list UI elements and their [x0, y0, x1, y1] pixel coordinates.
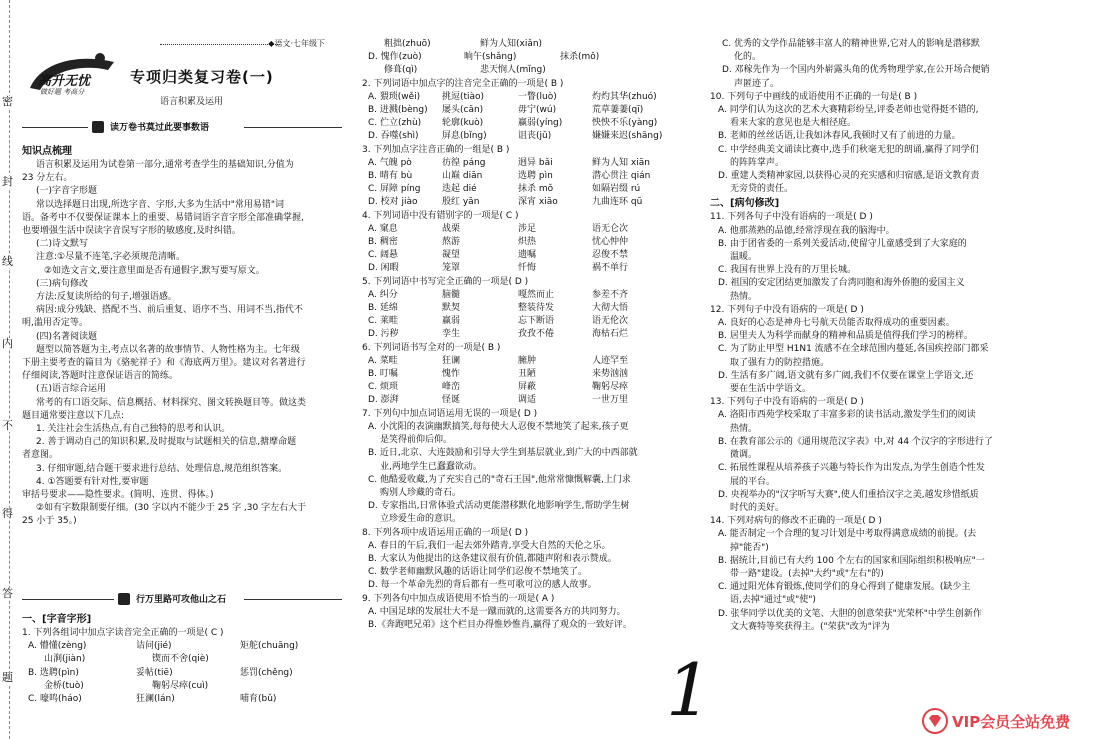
q2-row [362, 117, 698, 130]
q9-line: B.《奔跑吧兄弟》这个栏目办得惟妙惟肖,赢得了观众的一致好评。 [368, 619, 632, 630]
knowledge-line: 23 分左右。 [22, 173, 73, 184]
q1-cont-row [362, 38, 698, 51]
option: 孜孜不倦 [518, 329, 555, 340]
option: 忏悔 [518, 263, 537, 274]
q8-line: D. 每一个革命先烈的背后都有一些可歌可泣的感人故事。 [368, 580, 597, 591]
option: 妥帖(tiē) [136, 667, 173, 678]
banner-text: 行万里路可攻他山之石 [136, 595, 227, 605]
option: 山涧(jiàn) [44, 654, 86, 665]
vip-text: VIP会员全站免费 [952, 712, 1071, 731]
q14-line: C. 通过阳光体育锻炼,使同学们的身心得到了健康发展。(缺少主 [718, 582, 971, 593]
option: 荒草萋萋(qī) [592, 105, 644, 116]
option: 笼罩 [442, 263, 461, 274]
q12-stem: 12. 下列句子中没有语病的一项是( D ) [710, 304, 864, 315]
gutter-char: 答 [2, 587, 13, 600]
option: 脑髓 [442, 289, 461, 300]
option: 整装待发 [518, 303, 555, 314]
q10-line: A. 同学们认为这次的艺术大赛精彩纷呈,评委老师也觉得挺不错的, [718, 105, 979, 116]
option: 粗拙(zhuō) [384, 39, 431, 49]
banner-travel [22, 592, 342, 606]
q1-row [22, 680, 344, 693]
page-title: 专项归类复习卷(一) [130, 68, 274, 86]
option: D. 澎湃 [368, 395, 399, 406]
option: 屏蔽 [518, 382, 537, 393]
q13-line: C. 拓展性课程从培养孩子兴趣与特长作为出发点,为学生创造个性发 [718, 463, 985, 474]
option: 怪诞 [442, 395, 461, 406]
right-column [706, 0, 1090, 739]
q1-cont-row [362, 64, 698, 77]
middle-block [362, 38, 698, 632]
q5-row [362, 315, 698, 328]
page-subtitle: 语言积累及运用 [160, 97, 224, 107]
q14-line: 掉"能否") [730, 542, 769, 553]
option: 忧心忡仲 [592, 237, 629, 248]
option: 彷徨 páng [442, 157, 486, 168]
option: 矩舵(chuāng) [240, 641, 299, 652]
q12-line: B. 居里夫人为科学而献身的精神和品质是值得我们学习的榜样。 [718, 331, 973, 342]
q13-line: D. 央视举办的"汉字听写大赛",使人们重拾汉字之美,越发珍惜纸质 [718, 489, 979, 500]
q1-row [22, 653, 344, 666]
knowledge-line: 明,滥用否定等。 [22, 318, 88, 329]
knowledge-line: 4. ①答题要有针对性,要审题 [36, 476, 149, 487]
q2-row [362, 130, 698, 143]
section2-heading: 二、[病句修改] [710, 198, 780, 210]
banner-rule [22, 599, 114, 600]
option: B. 晴有 bù [368, 171, 413, 182]
q11-stem: 11. 下列各句子中没有语病的一项是( D ) [710, 212, 873, 223]
q3-stem: 3. 下列加点字注音正确的一组是( B ) [362, 144, 510, 155]
q10-line: C. 中学经典美文诵读比赛中,选手们秋毫无犯的朗诵,赢得了同学们 [718, 144, 979, 155]
q12-line: 取了强有力的防控措施。 [730, 357, 830, 368]
q13-line: 微调。 [730, 450, 758, 461]
option: 屡头(cān) [442, 105, 484, 116]
option: B. 延绵 [368, 303, 398, 314]
q11-line: D. 祖国的安定团结更加激发了台湾同胞和海外侨胞的爱国主义 [718, 278, 965, 289]
option: 灼灼其华(zhuó) [592, 91, 657, 102]
gutter-char: 不 [2, 419, 13, 432]
q1-cont-row [362, 51, 698, 64]
option: 迥异 bǎi [518, 157, 553, 168]
option: 熬游 [442, 237, 461, 248]
q9-cont-line: 声匿迹了。 [734, 78, 780, 89]
q7-line: 业,两地学生已蠢蠢欲动。 [380, 461, 482, 472]
option: A. 猥琐(wěi) [368, 91, 421, 102]
q10-stem: 10. 下列句子中画线的成语使用不正确的一句是( B ) [710, 91, 918, 102]
option: 屏息(bǐng) [442, 131, 487, 142]
gutter-char: 密 [2, 95, 13, 108]
q13-stem: 13. 下列句子中没有语病的一项是( D ) [710, 397, 864, 408]
q10-line: 无旁贷的责任。 [730, 184, 794, 195]
option: 狂谰 [442, 355, 461, 366]
q11-line: 热情。 [730, 291, 758, 302]
option: A. 菜畦 [368, 355, 398, 366]
q11-line: 温暖。 [730, 252, 758, 263]
option: 山巅 diān [442, 171, 483, 182]
option: 哺育(bǔ) [240, 694, 277, 705]
banner-reading [22, 120, 342, 134]
q8-line: A. 春日的午后,我们一起去郊外踏青,享受大自然的天伦之乐。 [368, 540, 611, 551]
knowledge-line: 下册主要考查的篇目为《骆驼祥子》和《海底两万里》。建议对名著进行 [22, 358, 306, 369]
option: 挑逗(tiào) [442, 91, 485, 102]
option: A. 窠息 [368, 223, 398, 234]
option: D. 污秽 [368, 329, 399, 340]
q13-line: B. 在教育部公示的《通用规范汉字表》中,对 44 个汉字的字形进行了 [718, 436, 993, 447]
option: B. 迸溅(bèng) [368, 105, 428, 116]
option: 毋宁(wú) [518, 105, 557, 116]
option: 凝望 [442, 250, 461, 261]
knowledge-line: 题目通常要注意以下几点: [22, 410, 125, 421]
option: 九曲连环 qū [592, 197, 643, 208]
q14-line: D. 张华同学以优美的文笔、大胆的创意荣获"光荣杯"中学生创新作 [718, 608, 982, 619]
banner-rule [244, 127, 342, 128]
option: 语无伦次 [592, 316, 629, 327]
option: 诅丧(jǔ) [518, 131, 552, 142]
option: 战栗 [442, 223, 461, 234]
option: C. 伫立(zhù) [368, 118, 422, 129]
knowledge-line: 25 小于 35。) [22, 516, 77, 527]
option: A. 气魄 pò [368, 157, 412, 168]
knowledge-line: 1. 关注社会生活热点,有自己独特的思考和认识。 [36, 424, 231, 435]
q13-line: 热情。 [730, 423, 758, 434]
knowledge-line: (四)名著阅读题 [36, 331, 98, 342]
vip-watermark[interactable] [922, 706, 1087, 736]
q7-line: C. 他酷爱收藏,为了充实自己的"奇石王国",他常常慷慨解囊,上门求 [368, 474, 631, 485]
option: 默契 [442, 303, 461, 314]
q11-line: C. 我国有世界上没有的万里长城。 [718, 265, 857, 276]
q12-line: 要在生活中学语文。 [730, 384, 812, 395]
q8-line: C. 数学老师幽默风趣的话语让同学们忍俊不禁地笑了。 [368, 567, 588, 578]
q14-line: 语,去掉"通过"或"使") [730, 595, 816, 606]
option: 修葺(qì) [384, 65, 418, 76]
knowledge-block [22, 144, 344, 529]
q11-line: B. 由于团省委的一系列关爱活动,使留守儿童感受到了大家庭的 [718, 238, 967, 249]
q6-stem: 6. 下列词语书写全对的一项是( B ) [362, 342, 501, 353]
q13-line: A. 洛阳市西苑学校采取了丰富多彩的读书活动,激发学生们的阅读 [718, 410, 976, 421]
option: 如隔岩缀 rú [592, 184, 641, 195]
knowledge-heading: 知识点梳理 [22, 146, 72, 157]
banner-text: 读万卷书莫过此要事数语 [110, 123, 210, 133]
knowledge-line: 也要增强生活中误读字音误写字形的敏感度,及时纠错。 [22, 226, 241, 237]
q5-row [362, 302, 698, 315]
page-number: 1 [666, 648, 712, 732]
book-icon [92, 121, 104, 133]
diamond-icon [922, 708, 948, 734]
q2-stem: 2. 下列词语中加点字的注音完全正确的一项是( B ) [362, 78, 564, 89]
knowledge-line: 3. 仔细审题,结合题干要求进行总结、处理信息,规范组织答案。 [36, 463, 288, 474]
mountain-icon [118, 593, 130, 605]
option: C. 屏障 píng [368, 184, 421, 195]
q1-row [22, 693, 344, 706]
gutter-char: 内 [2, 337, 13, 350]
q9-cont-line: C. 优秀的文学作品能够丰富人的精神世界,它对人的影响是潜移默 [722, 39, 980, 49]
option: 狂澜(lán) [136, 694, 175, 705]
q5-stem: 5. 下列词语中书写完全正确的一项是( D ) [362, 276, 529, 287]
q4-row [362, 236, 698, 249]
q10-line: 的阵阵掌声。 [730, 157, 785, 168]
q7-stem: 7. 下列句中加点词语运用无误的一项是( D ) [362, 408, 538, 419]
option: 忍俊不禁 [592, 250, 629, 261]
right-block [710, 38, 1040, 634]
banner-rule [22, 127, 88, 128]
knowledge-line: 注意:①尽量不连笔,字必须规范清晰。 [36, 252, 185, 263]
option: 殷红 yān [442, 197, 480, 208]
q7-line: A. 小沈阳的表演幽默搞笑,每每使大人忍俊不禁地笑了起来,孩子更 [368, 421, 629, 432]
q4-row [362, 262, 698, 275]
knowledge-line: 病因:成分残缺、搭配不当、前后重复、语序不当、用词不当,指代不 [36, 305, 303, 316]
knowledge-line: (五)语言综合运用 [36, 384, 107, 395]
option: B. 稠密 [368, 237, 398, 248]
section1-block [22, 612, 344, 706]
q12-line: C. 为了防止甲型 H1N1 流感不在全球范围内蔓延,各国疾控部门都采 [718, 344, 989, 355]
binding-gutter [0, 0, 18, 739]
option: D. 闲暇 [368, 263, 399, 274]
q4-row [362, 223, 698, 236]
option: 海枯石烂 [592, 329, 629, 340]
option: B. 选聘(pìn) [28, 667, 79, 678]
option: 鲜为人知(xiǎn) [480, 39, 543, 49]
q9-cont-line: 化的。 [734, 52, 762, 63]
knowledge-line: 方法:反复读所给的句子,增强语感。 [36, 292, 177, 303]
q7-line: 是笑得前仰后仰。 [380, 435, 453, 446]
cut-line [9, 0, 10, 739]
subject-grade: ◆语文·七年级下 [268, 39, 325, 48]
q6-row [362, 368, 698, 381]
q10-line: D. 重建人类精神家园,以获得心灵的充实感和归宿感,是语文教育责 [718, 171, 980, 182]
option: C. 阔悬 [368, 250, 399, 261]
option: C. 烦琐 [368, 382, 399, 393]
option: D. 吞噬(shì) [368, 131, 419, 142]
option: 潜心贯注 qián [592, 171, 651, 182]
knowledge-line: 2. 善于调动自己的知识积累,及时提取与试题相关的信息,搪摩命题 [36, 437, 297, 448]
gutter-char: 题 [2, 671, 13, 684]
option: 鞠躬尽瘁 [592, 382, 629, 393]
option: 晌午(shǎng) [464, 52, 517, 63]
q13-line: 展的平台。 [730, 476, 776, 487]
q7-line: D. 专家指出,日常体验式活动更能潜移默化地影响学生,帮助学生树 [368, 501, 630, 512]
option: 鲜为人知 xiān [592, 157, 650, 168]
option: 鞠躬尽瘁(cuì) [152, 680, 209, 691]
q10-line: 看来大家的意见也是大相径庭。 [730, 118, 857, 129]
q11-line: A. 他那蒸熟的品德,经常浮现在我的脑海中。 [718, 225, 895, 236]
option: 大彻大悟 [592, 303, 629, 314]
q2-row [362, 104, 698, 117]
option: 孪生 [442, 329, 461, 340]
section1-heading: 一、[字音字形] [22, 614, 92, 625]
q14-line: B. 据统计,目前已有大约 100 个左右的国家和国际组织积极响应"一 [718, 555, 985, 566]
logo-text: 高升无忧 [38, 74, 91, 89]
option: 轮廓(kuò) [442, 118, 484, 129]
option: C. 莱畦 [368, 316, 399, 327]
q7-line: B. 近日,北京、大连鼓励和引导大学生到基层就业,到广大的中西部就 [368, 448, 638, 459]
option: 丑陋 [518, 369, 537, 380]
option: 抹杀(mǒ) [560, 52, 600, 63]
q1-row [22, 640, 344, 653]
q1-row [22, 667, 344, 680]
option: A. 纠分 [368, 289, 398, 300]
logo-slogan: 做好题 考高分 [40, 88, 85, 96]
gutter-char: 得 [2, 507, 13, 520]
option: 抹杀 mǒ [518, 184, 554, 195]
option: 悲天悯人(mǐng) [480, 65, 546, 76]
option: 赢弱(yíng) [518, 118, 563, 129]
gutter-char: 封 [2, 175, 13, 188]
option: 调适 [518, 395, 537, 406]
q5-row [362, 289, 698, 302]
option: 涉足 [518, 223, 537, 234]
option: 语无仑次 [592, 223, 629, 234]
knowledge-line: 题型以简答题为主,考点以名著的故事情节、人物性格为主。七年级 [36, 344, 300, 355]
option: 惩罚(chěng) [240, 667, 293, 678]
q14-line: 文大赛特等奖获得主。("荣获"改为"评为 [730, 621, 890, 632]
q9-stem: 9. 下列各句中加点成语使用不恰当的一项是( A ) [362, 593, 555, 604]
option: 一瞥(luò) [518, 91, 557, 102]
q14-stem: 14. 下列对病句的修改不正确的一项是( D ) [710, 516, 882, 527]
option: D. 愧作(zuò) [368, 52, 422, 63]
q14-line: A. 能否制定一个合理的复习计划是中考取得满意成绩的前提。(去 [718, 529, 977, 540]
q10-line: B. 老师的丝丝话语,让我如沐春风,我顿时又有了前进的力量。 [718, 131, 961, 142]
q13-line: 时代的美好。 [730, 502, 785, 513]
q4-stem: 4. 下列词语中没有错别字的一项是( C ) [362, 210, 519, 221]
knowledge-line: 语。备考中不仅要保证课本上的重要、易错词语字音字形全部准确掌握, [22, 212, 304, 223]
q3-row [362, 183, 698, 196]
q14-line: 带一路"建设。(去掉"大约"或"左右"的) [730, 568, 884, 579]
q2-row [362, 91, 698, 104]
q4-row [362, 249, 698, 262]
q7-line: 立珍爱生命的意识。 [380, 514, 462, 525]
option: 嘎然而止 [518, 289, 555, 300]
option: 迭起 dié [442, 184, 477, 195]
knowledge-line: 审括号要求——隐性要求。(简明、连贯、得体。) [22, 490, 214, 501]
option: 来势汹汹 [592, 369, 629, 380]
option: 一世万里 [592, 395, 629, 406]
q6-row [362, 381, 698, 394]
option: D. 校对 jiào [368, 197, 418, 208]
option: 赢弱 [442, 316, 461, 327]
q1-stem: 1. 下列各组词中加点字读音完全正确的一项是( C ) [22, 628, 224, 638]
left-column [18, 0, 348, 739]
option: 臃肿 [518, 355, 537, 366]
knowledge-line: (二)诗文默写 [36, 239, 89, 250]
option: 遗嘱 [518, 250, 537, 261]
gutter-char: 线 [2, 255, 13, 268]
q3-row [362, 157, 698, 170]
option: 锲而不舍(qiè) [152, 654, 209, 665]
knowledge-line: 常以选择题日出现,所选字音、字形,大多为生活中"常用易错"词 [36, 199, 285, 210]
knowledge-line: 常考的有口语交际、信息概括、材料探究、图文转换题目等。做这类 [36, 397, 307, 408]
q12-line: A. 良好的心态是神舟七号航天员能否取得成功的重要因素。 [718, 318, 955, 329]
q8-line: B. 大家认为他提出的这条建议很有价值,都随声附和表示赞成。 [368, 553, 617, 564]
q6-row [362, 355, 698, 368]
knowledge-line: (一)字音字形题 [36, 186, 98, 197]
banner-rule [244, 599, 342, 600]
q9-cont-line: D. 邓稼先作为一个国内外崭露头角的优秀物理学家,在公开场合便销 [722, 65, 990, 76]
q3-row [362, 170, 698, 183]
knowledge-line: ②如选文言文,要注意里面是否有通假字,默写要写原文。 [44, 265, 265, 276]
knowledge-line: ②如有字数限制要仔细。(30 字以内不能少于 25 字 ,30 字左右大于 [36, 503, 307, 514]
option: 选聘 pìn [518, 171, 553, 182]
option: 炽热 [518, 237, 537, 248]
option: 深宵 xiāo [518, 197, 558, 208]
knowledge-line: (三)病句修改 [36, 278, 89, 289]
q8-stem: 8. 下列各项中成语运用正确的一项是( D ) [362, 527, 529, 538]
option: A. 懵懂(zèng) [28, 641, 87, 652]
option: 忘下断语 [518, 316, 555, 327]
option: 峰峦 [442, 382, 461, 393]
q6-row [362, 394, 698, 407]
q7-line: 购别人珍藏的奇石。 [380, 487, 462, 498]
option: 参差不齐 [592, 289, 629, 300]
q3-row [362, 196, 698, 209]
knowledge-line: 者意图。 [22, 450, 59, 461]
option: 诘问(jié) [136, 641, 172, 652]
q5-row [362, 328, 698, 341]
q9-line: A. 中国足球的发展壮大不是一蹴而就的,这需要各方的共同努力。 [368, 606, 626, 617]
knowledge-line: 仔细阅读,答题时注意保证语言的简练。 [22, 371, 178, 382]
option: 愧怍 [442, 369, 461, 380]
option: 人迹罕至 [592, 355, 629, 366]
option: C. 嚎鸣(háo) [28, 694, 82, 705]
option: 金桥(tuò) [44, 680, 84, 691]
option: 嫌嫌来迟(shāng) [592, 131, 663, 142]
option: 祸不单行 [592, 263, 629, 274]
middle-column [356, 0, 700, 739]
option: 怏怏不乐(yàng) [592, 118, 658, 129]
option: B. 叮嘱 [368, 369, 398, 380]
q12-line: D. 生活有多广阔,语文就有多广阔,我们不仅要在课堂上学语文,还 [718, 370, 974, 381]
knowledge-line: 语言积累及运用为试卷第一部分,通常考查学生的基础知识,分值为 [36, 160, 294, 170]
